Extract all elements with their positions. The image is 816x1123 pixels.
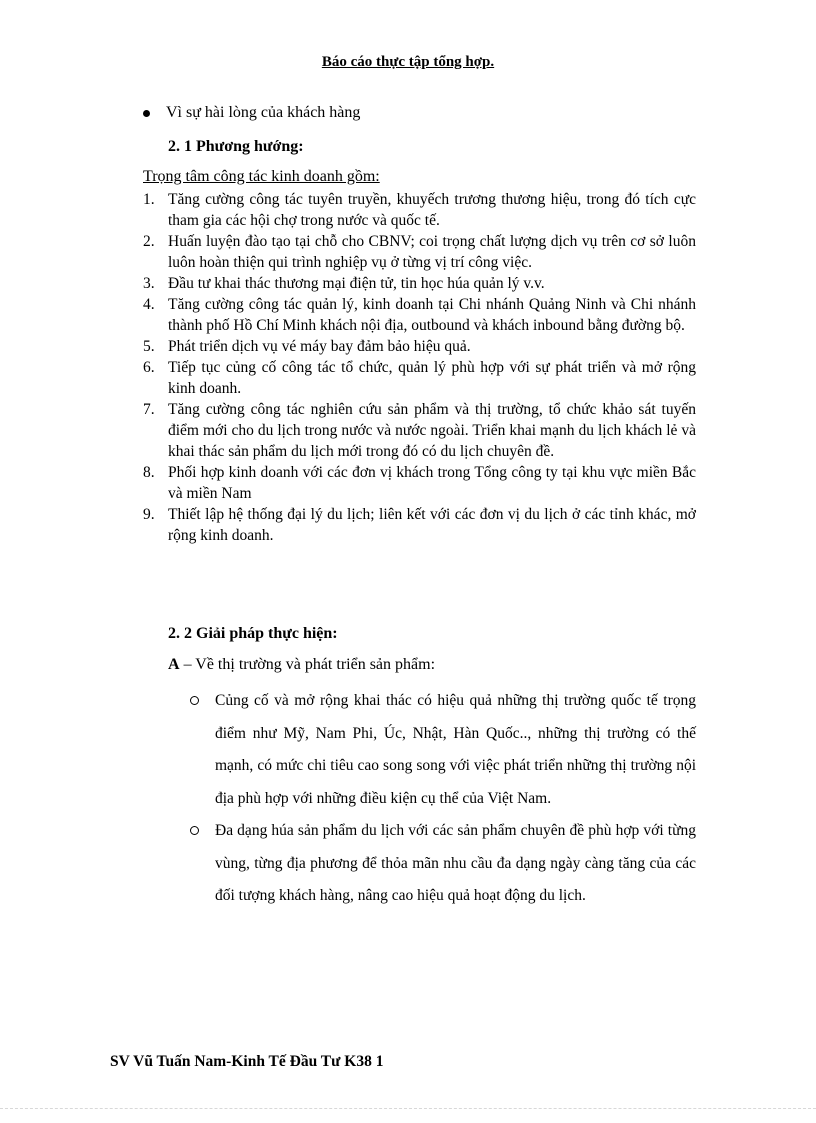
list-number: 9. <box>143 506 155 523</box>
list-text: Tăng cường công tác nghiên cứu sản phẩm và thị trường, tổ chức khảo sát tuyến điểm mới cho du lịch trong nước và nước ngoài. Triển khai mạnh du lịch khách lẻ và khai thác sản phẩm du lịch mới trong đó có du lịch chuyên đề. <box>168 401 696 460</box>
focus-intro: Trọng tâm công tác kinh doanh gồm: <box>143 168 380 185</box>
page-footer: SV Vũ Tuấn Nam-Kinh Tế Đầu Tư K38 1 <box>110 1053 384 1070</box>
list-item <box>143 189 696 231</box>
list-text: Tăng cường công tác tuyên truyền, khuyếch trương thương hiệu, trong đó tích cực tham gia các hội chợ trong nước và quốc tế. <box>168 191 696 229</box>
subsection-a-letter: A <box>168 656 180 673</box>
list-item <box>143 273 696 294</box>
list-item <box>143 231 696 273</box>
list-text: Huấn luyện đào tạo tại chỗ cho CBNV; coi trọng chất lượng dịch vụ trên cơ sở luôn luôn hoàn thiện qui trình nghiệp vụ ở từng vị trí công việc. <box>168 233 696 271</box>
section-heading-direction: 2. 1 Phương hướng: <box>168 138 304 155</box>
list-number: 2. <box>143 233 155 250</box>
numbered-list <box>143 189 696 546</box>
list-text: Tiếp tục củng cố công tác tổ chức, quản lý phù hợp với sự phát triển và mở rộng kinh doanh. <box>168 359 696 397</box>
list-number: 4. <box>143 296 155 313</box>
list-item <box>143 462 696 504</box>
subsection-a-text: – Về thị trường và phát triển sản phẩm: <box>179 656 436 673</box>
circle-bullet-icon <box>190 826 199 835</box>
list-text: Thiết lập hệ thống đại lý du lịch; liên kết với các đơn vị du lịch ở các tỉnh khác, mở rộng kinh doanh. <box>168 506 696 544</box>
list-number: 7. <box>143 401 155 418</box>
list-item <box>143 294 696 336</box>
list-item <box>143 336 696 357</box>
section-heading-solutions: 2. 2 Giải pháp thực hiện: <box>168 625 338 642</box>
list-text: Tăng cường công tác quản lý, kinh doanh tại Chi nhánh Quảng Ninh và Chi nhánh thành phố Hồ Chí Minh khách nội địa, outbound và khách inbound bằng đường bộ. <box>168 296 696 334</box>
list-item <box>143 399 696 462</box>
list-text: Phối hợp kinh doanh với các đơn vị khách trong Tổng công ty tại khu vực miền Bắc và miền Nam <box>168 464 696 502</box>
bullet-item <box>143 104 360 122</box>
list-number: 1. <box>143 191 155 208</box>
list-text: Củng cố và mở rộng khai thác có hiệu quả những thị trường quốc tế trọng điểm như Mỹ, Nam Phi, Úc, Nhật, Hàn Quốc.., những thị trường có thế mạnh, có mức chi tiêu cao song song với việc phát triển những thị trường nội địa phù hợp với những điều kiện cụ thể của Việt Nam. <box>215 692 696 807</box>
page-bottom-divider <box>0 1108 816 1109</box>
bullet-icon <box>143 110 150 117</box>
list-text: Phát triển dịch vụ vé máy bay đảm bảo hiệu quả. <box>168 338 471 355</box>
list-text: Đầu tư khai thác thương mại điện tử, tin học húa quản lý v.v. <box>168 275 545 292</box>
page-header: Báo cáo thực tập tổng hợp. <box>321 54 495 70</box>
list-item <box>143 504 696 546</box>
subsection-a-title <box>168 656 435 674</box>
list-item <box>190 815 696 913</box>
list-item <box>190 685 696 815</box>
list-number: 3. <box>143 275 155 292</box>
list-number: 8. <box>143 464 155 481</box>
bullet-text: Vì sự hài lòng của khách hàng <box>166 104 361 121</box>
list-text: Đa dạng húa sản phẩm du lịch với các sản phẩm chuyên đề phù hợp với từng vùng, từng địa phương để thỏa mãn nhu cầu đa dạng ngày càng tăng của các đối tượng khách hàng, nâng cao hiệu quả hoạt động du lịch. <box>215 822 696 904</box>
list-item <box>143 357 696 399</box>
list-number: 5. <box>143 338 155 355</box>
list-number: 6. <box>143 359 155 376</box>
solution-list <box>190 685 696 913</box>
circle-bullet-icon <box>190 696 199 705</box>
